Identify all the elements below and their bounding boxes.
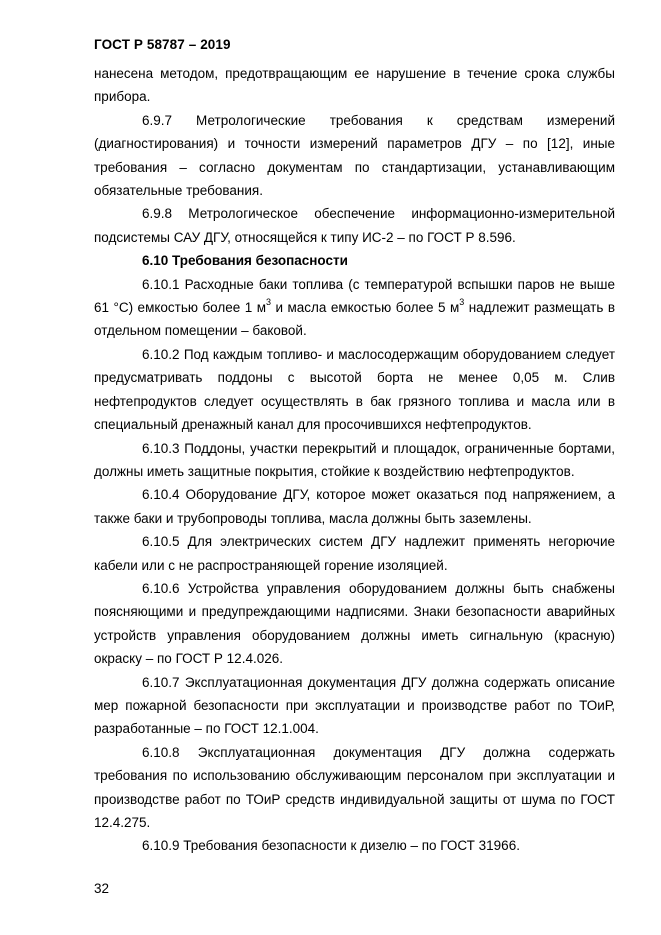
clause-6-10-1-part-a: 6.10.1 Расходные баки топлива (с температурой вспышки паров не выше 61 °С) емкостью более 1 м — [94, 276, 615, 316]
paragraph-continuation: нанесена методом, предотвращающим ее нарушение в течение срока службы прибора. — [94, 66, 615, 105]
superscript-cubed: 3 — [459, 297, 465, 308]
clause-6-9-8: 6.9.8 Метрологическое обеспечение информационно-измерительной подсистемы САУ ДГУ, относящейся к типу ИС-2 – по ГОСТ Р 8.596. — [94, 206, 615, 245]
clause-6-10-6: 6.10.6 Устройства управления оборудованием должны быть снабжены поясняющими и предупреждающими надписями. Знаки безопасности аварийных устройств управления оборудованием должны иметь сигнальную (красную) окраску – по ГОСТ Р 12.4.026. — [94, 580, 615, 667]
clause-6-10-1-part-b: и масла емкостью более 5 м — [271, 300, 460, 316]
clause-6-10-1 — [94, 273, 615, 343]
section-heading-6-10: 6.10 Требования безопасности — [142, 253, 348, 269]
clause-6-10-7: 6.10.7 Эксплуатационная документация ДГУ должна содержать описание мер пожарной безопасности при эксплуатации и производстве работ по ТОиР, разработанные – по ГОСТ 12.1.004. — [94, 674, 615, 737]
document-header: ГОСТ Р 58787 – 2019 — [94, 37, 231, 52]
clause-6-10-4: 6.10.4 Оборудование ДГУ, которое может оказаться под напряжением, а также баки и трубопроводы топлива, масла должны быть заземлены. — [94, 487, 615, 526]
superscript-cubed: 3 — [265, 297, 271, 308]
clause-6-10-9: 6.10.9 Требования безопасности к дизелю – по ГОСТ 31966. — [142, 838, 520, 854]
clause-6-9-7: 6.9.7 Метрологические требования к средствам измерений (диагностирования) и точности измерений параметров ДГУ – по [12], иные требования – согласно документам по стандартизации, устанавливающим обязательные требования. — [94, 112, 615, 199]
clause-6-10-2: 6.10.2 Под каждым топливо- и маслосодержащим оборудованием следует предусматривать поддоны с высотой борта не менее 0,05 м. Слив нефтепродуктов следует осуществлять в бак грязного топлива и масла или в специальный дренажный канал для просочившихся нефтепродуктов. — [94, 346, 615, 433]
clause-6-10-3: 6.10.3 Поддоны, участки перекрытий и площадок, ограниченные бортами, должны иметь защитные покрытия, стойкие к воздействию нефтепродуктов. — [94, 440, 615, 479]
page-number: 32 — [94, 881, 110, 896]
clause-6-10-8: 6.10.8 Эксплуатационная документация ДГУ должна содержать требования по использованию обслуживающим персоналом при эксплуатации и производстве работ по ТОиР средств индивидуальной защиты от шума по ГОСТ 12.4.275. — [94, 744, 615, 830]
clause-6-10-5: 6.10.5 Для электрических систем ДГУ надлежит применять негорючие кабели или с не распространяющей горение изоляцией. — [94, 534, 615, 573]
document-body — [94, 62, 615, 858]
clause-6-10-1-part-c: надлежит размещать в отдельном помещении – баковой. — [94, 300, 615, 339]
